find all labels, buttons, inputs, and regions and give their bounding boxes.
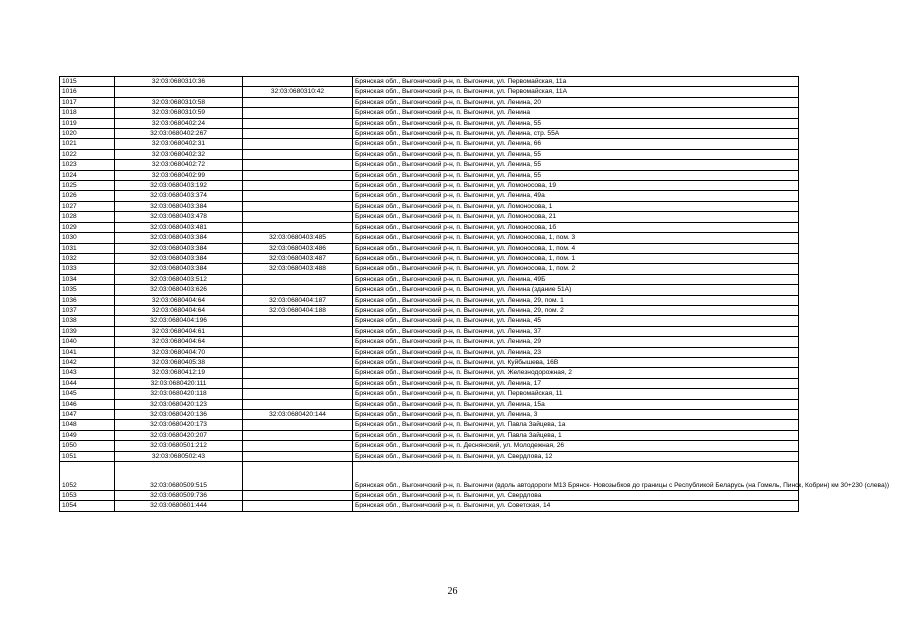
- table-row: [60, 389, 799, 399]
- table-row: [60, 462, 799, 491]
- premises-cadastral-number: 32:03:0680403:488: [243, 264, 353, 274]
- address: Брянская обл., Выгоничский р-н, п. Выгоничи, ул. Ленина, 45: [353, 316, 799, 326]
- row-number: 1036: [60, 295, 115, 305]
- premises-cadastral-number: 32:03:0680404:188: [243, 305, 353, 315]
- address: Брянская обл., Выгоничский р-н, п. Выгоничи, ул. Ломоносова, 19: [353, 181, 799, 191]
- cadastral-number: 32:03:0680403:384: [115, 233, 243, 243]
- table-row: [60, 170, 799, 180]
- cadastral-number: 32:03:0680509:736: [115, 491, 243, 501]
- row-number: 1051: [60, 451, 115, 461]
- premises-cadastral-number: [243, 420, 353, 430]
- premises-cadastral-number: [243, 389, 353, 399]
- row-number: 1052: [60, 462, 115, 491]
- cadastral-number: 32:03:0680404:70: [115, 347, 243, 357]
- cadastral-number: 32:03:0680405:38: [115, 357, 243, 367]
- cadastral-number: 32:03:0680403:478: [115, 212, 243, 222]
- table-row: [60, 357, 799, 367]
- premises-cadastral-number: [243, 129, 353, 139]
- address: Брянская обл., Выгоничский р-н, п. Выгоничи, ул. Ломоносова, 1: [353, 201, 799, 211]
- cadastral-number: 32:03:0680402:24: [115, 118, 243, 128]
- premises-cadastral-number: 32:03:0680420:144: [243, 410, 353, 420]
- row-number: 1048: [60, 420, 115, 430]
- cadastral-number: 32:03:0680601:444: [115, 501, 243, 511]
- table-row: [60, 87, 799, 97]
- premises-cadastral-number: [243, 201, 353, 211]
- row-number: 1046: [60, 399, 115, 409]
- address: Брянская обл., Выгоничский р-н, п. Выгоничи, ул. Ленина, 15а: [353, 399, 799, 409]
- cadastral-number: 32:03:0680403:374: [115, 191, 243, 201]
- cadastral-number: 32:03:0680420:173: [115, 420, 243, 430]
- table-row: [60, 118, 799, 128]
- table-row: [60, 222, 799, 232]
- row-number: 1050: [60, 441, 115, 451]
- cadastral-number: [115, 87, 243, 97]
- row-number: 1031: [60, 243, 115, 253]
- address: Брянская обл., Выгоничский р-н, п. Выгоничи, ул. Ленина, 20: [353, 97, 799, 107]
- table-row: [60, 399, 799, 409]
- row-number: 1047: [60, 410, 115, 420]
- row-number: 1022: [60, 149, 115, 159]
- address: Брянская обл., Выгоничский р-н, п. Выгоничи, ул. Ленина, 37: [353, 326, 799, 336]
- premises-cadastral-number: [243, 462, 353, 491]
- cadastral-number: 32:03:0680420:207: [115, 430, 243, 440]
- address: Брянская обл., Выгоничский р-н, п. Выгоничи, ул. Павла Зайцева, 1: [353, 430, 799, 440]
- address: Брянская обл., Выгоничский р-н, п. Деснянский, ул. Молодежная, 26: [353, 441, 799, 451]
- row-number: 1018: [60, 108, 115, 118]
- address: Брянская обл., Выгоничский р-н, п. Выгоничи, ул. Ломоносова, 1б: [353, 222, 799, 232]
- address: Брянская обл., Выгоничский р-н, п. Выгоничи, ул. Ленина (здание 51А): [353, 285, 799, 295]
- cadastral-number: 32:03:0680310:58: [115, 97, 243, 107]
- table-row: [60, 378, 799, 388]
- table-row: [60, 212, 799, 222]
- cadastral-number: 32:03:0680402:99: [115, 170, 243, 180]
- address: Брянская обл., Выгоничский р-н, п. Выгоничи, ул. Ленина, 49Б: [353, 274, 799, 284]
- address: Брянская обл., Выгоничский р-н, п. Выгоничи, ул. Ленина, 49а: [353, 191, 799, 201]
- premises-cadastral-number: 32:03:0680310:42: [243, 87, 353, 97]
- table-row: [60, 326, 799, 336]
- table-row: [60, 243, 799, 253]
- cadastral-number: 32:03:0680403:384: [115, 243, 243, 253]
- address: Брянская обл., Выгоничский р-н, п. Выгоничи, ул. Ломоносова, 1, пом. 3: [353, 233, 799, 243]
- address: Брянская обл., Выгоничский р-н, п. Выгоничи, ул. Ленина, 55: [353, 118, 799, 128]
- table-row: [60, 108, 799, 118]
- cadastral-number: 32:03:0680509:515: [115, 462, 243, 491]
- table-row: [60, 305, 799, 315]
- premises-cadastral-number: [243, 326, 353, 336]
- cadastral-number: 32:03:0680402:32: [115, 149, 243, 159]
- table-row: [60, 501, 799, 511]
- cadastral-number: 32:03:0680412:19: [115, 368, 243, 378]
- row-number: 1028: [60, 212, 115, 222]
- row-number: 1029: [60, 222, 115, 232]
- cadastral-number: 32:03:0680403:384: [115, 201, 243, 211]
- table-row: [60, 129, 799, 139]
- premises-cadastral-number: [243, 274, 353, 284]
- premises-cadastral-number: [243, 491, 353, 501]
- row-number: 1039: [60, 326, 115, 336]
- table-row: [60, 233, 799, 243]
- row-number: 1053: [60, 491, 115, 501]
- premises-cadastral-number: [243, 160, 353, 170]
- table-row: [60, 295, 799, 305]
- address: Брянская обл., Выгоничский р-н, п. Выгоничи, ул. Ломоносова, 1, пом. 1: [353, 253, 799, 263]
- row-number: 1042: [60, 357, 115, 367]
- row-number: 1026: [60, 191, 115, 201]
- premises-cadastral-number: [243, 368, 353, 378]
- row-number: 1027: [60, 201, 115, 211]
- row-number: 1030: [60, 233, 115, 243]
- cadastral-number: 32:03:0680402:72: [115, 160, 243, 170]
- address: Брянская обл., Выгоничский р-н, п. Выгоничи, ул. Павла Зайцева, 1а: [353, 420, 799, 430]
- row-number: 1032: [60, 253, 115, 263]
- table-row: [60, 337, 799, 347]
- table-row: [60, 368, 799, 378]
- premises-cadastral-number: [243, 451, 353, 461]
- row-number: 1016: [60, 87, 115, 97]
- premises-cadastral-number: [243, 347, 353, 357]
- table-row: [60, 347, 799, 357]
- cadastral-number: 32:03:0680402:31: [115, 139, 243, 149]
- premises-cadastral-number: [243, 285, 353, 295]
- premises-cadastral-number: [243, 149, 353, 159]
- table-row: [60, 201, 799, 211]
- address: Брянская обл., Выгоничский р-н, п. Выгоничи, ул. Ленина, 29: [353, 337, 799, 347]
- premises-cadastral-number: [243, 170, 353, 180]
- table-row: [60, 316, 799, 326]
- cadastral-number: 32:03:0680420:123: [115, 399, 243, 409]
- premises-cadastral-number: [243, 212, 353, 222]
- premises-cadastral-number: [243, 441, 353, 451]
- premises-cadastral-number: [243, 118, 353, 128]
- row-number: 1015: [60, 77, 115, 87]
- row-number: 1019: [60, 118, 115, 128]
- address: Брянская обл., Выгоничский р-н, п. Выгоничи, ул. Железнодорожная, 2: [353, 368, 799, 378]
- address: Брянская обл., Выгоничский р-н, п. Выгоничи, ул. Ленина, 29, пом. 1: [353, 295, 799, 305]
- premises-cadastral-number: 32:03:0680403:487: [243, 253, 353, 263]
- address: Брянская обл., Выгоничский р-н, п. Выгоничи, ул. Ленина: [353, 108, 799, 118]
- cadastral-number: 32:03:0680310:36: [115, 77, 243, 87]
- cadastral-number: 32:03:0680502:43: [115, 451, 243, 461]
- cadastral-table: [59, 76, 890, 512]
- row-number: 1035: [60, 285, 115, 295]
- address: Брянская обл., Выгоничский р-н, п. Выгоничи, ул. Ленина, 55: [353, 160, 799, 170]
- table-row: [60, 285, 799, 295]
- cadastral-number: 32:03:0680403:481: [115, 222, 243, 232]
- premises-cadastral-number: [243, 430, 353, 440]
- table-row: [60, 410, 799, 420]
- address: Брянская обл., Выгоничский р-н, п. Выгоничи, ул. Ленина, 3: [353, 410, 799, 420]
- address: Брянская обл., Выгоничский р-н, п. Выгоничи, ул. Ленина, 66: [353, 139, 799, 149]
- cadastral-number: 32:03:0680402:267: [115, 129, 243, 139]
- address: Брянская обл., Выгоничский р-н, п. Выгоничи, ул. Ленина, 55: [353, 149, 799, 159]
- row-number: 1044: [60, 378, 115, 388]
- row-number: 1034: [60, 274, 115, 284]
- cadastral-number: 32:03:0680501:212: [115, 441, 243, 451]
- row-number: 1017: [60, 97, 115, 107]
- table-row: [60, 77, 799, 87]
- cadastral-number: 32:03:0680420:111: [115, 378, 243, 388]
- address: Брянская обл., Выгоничский р-н, п. Выгоничи (вдоль автодороги М13 Брянск- Новозыбков до границы с Республикой Беларусь (на Гомель, Пинск, Кобрин) км 30+230 (слева)): [353, 462, 799, 491]
- cadastral-number: 32:03:0680310:59: [115, 108, 243, 118]
- row-number: 1049: [60, 430, 115, 440]
- cadastral-number: 32:03:0680403:192: [115, 181, 243, 191]
- row-number: 1054: [60, 501, 115, 511]
- table-row: [60, 160, 799, 170]
- row-number: 1020: [60, 129, 115, 139]
- table-row: [60, 191, 799, 201]
- cadastral-number: 32:03:0680420:136: [115, 410, 243, 420]
- premises-cadastral-number: 32:03:0680403:486: [243, 243, 353, 253]
- cadastral-number: 32:03:0680404:196: [115, 316, 243, 326]
- premises-cadastral-number: [243, 97, 353, 107]
- premises-cadastral-number: [243, 399, 353, 409]
- address: Брянская обл., Выгоничский р-н, п. Выгоничи, ул. Ломоносова, 1, пом. 4: [353, 243, 799, 253]
- address: Брянская обл., Выгоничский р-н, п. Выгоничи, ул. Ленина, 29, пом. 2: [353, 305, 799, 315]
- table-row: [60, 420, 799, 430]
- row-number: 1043: [60, 368, 115, 378]
- address: Брянская обл., Выгоничский р-н, п. Выгоничи, ул. Свердлова, 12: [353, 451, 799, 461]
- address: Брянская обл., Выгоничский р-н, п. Выгоничи, ул. Ленина, 55: [353, 170, 799, 180]
- table-row: [60, 491, 799, 501]
- premises-cadastral-number: [243, 501, 353, 511]
- address: Брянская обл., Выгоничский р-н, п. Выгоничи, ул. Свердлова: [353, 491, 799, 501]
- address: Брянская обл., Выгоничский р-н, п. Выгоничи, ул. Ленина, 23: [353, 347, 799, 357]
- address: Брянская обл., Выгоничский р-н, п. Выгоничи, ул. Первомайская, 11а: [353, 77, 799, 87]
- table-row: [60, 149, 799, 159]
- cadastral-table-body: [60, 77, 890, 512]
- row-number: 1023: [60, 160, 115, 170]
- row-number: 1040: [60, 337, 115, 347]
- address: Брянская обл., Выгоничский р-н, п. Выгоничи, ул. Первомайская, 11: [353, 389, 799, 399]
- address: Брянская обл., Выгоничский р-н, п. Выгоничи, ул. Ломоносова, 1, пом. 2: [353, 264, 799, 274]
- address: Брянская обл., Выгоничский р-н, п. Выгоничи, ул. Ломоносова, 21: [353, 212, 799, 222]
- row-number: 1025: [60, 181, 115, 191]
- address: Брянская обл., Выгоничский р-н, п. Выгоничи, ул. Куйбышева, 16В: [353, 357, 799, 367]
- table-row: [60, 139, 799, 149]
- premises-cadastral-number: [243, 139, 353, 149]
- cadastral-number: 32:03:0680403:384: [115, 253, 243, 263]
- cadastral-number: 32:03:0680404:64: [115, 295, 243, 305]
- cadastral-number: 32:03:0680403:512: [115, 274, 243, 284]
- cadastral-number: 32:03:0680403:384: [115, 264, 243, 274]
- row-number: 1021: [60, 139, 115, 149]
- address: Брянская обл., Выгоничский р-н, п. Выгоничи, ул. Ленина, 17: [353, 378, 799, 388]
- address: Брянская обл., Выгоничский р-н, п. Выгоничи, ул. Советская, 14: [353, 501, 799, 511]
- row-number: 1037: [60, 305, 115, 315]
- row-number: 1045: [60, 389, 115, 399]
- table-row: [60, 430, 799, 440]
- row-number: 1033: [60, 264, 115, 274]
- premises-cadastral-number: [243, 357, 353, 367]
- premises-cadastral-number: 32:03:0680404:187: [243, 295, 353, 305]
- cadastral-number: 32:03:0680404:64: [115, 337, 243, 347]
- table-row: [60, 97, 799, 107]
- premises-cadastral-number: [243, 181, 353, 191]
- cadastral-number: 32:03:0680404:64: [115, 305, 243, 315]
- row-number: 1024: [60, 170, 115, 180]
- premises-cadastral-number: [243, 191, 353, 201]
- premises-cadastral-number: [243, 337, 353, 347]
- row-number: 1038: [60, 316, 115, 326]
- table-row: [60, 181, 799, 191]
- table-row: [60, 451, 799, 461]
- premises-cadastral-number: 32:03:0680403:485: [243, 233, 353, 243]
- table-row: [60, 274, 799, 284]
- table-row: [60, 253, 799, 263]
- premises-cadastral-number: [243, 222, 353, 232]
- address: Брянская обл., Выгоничский р-н, п. Выгоничи, ул. Первомайская, 11А: [353, 87, 799, 97]
- table-row: [60, 441, 799, 451]
- table-row: [60, 264, 799, 274]
- premises-cadastral-number: [243, 108, 353, 118]
- cadastral-number: 32:03:0680403:626: [115, 285, 243, 295]
- row-number: 1041: [60, 347, 115, 357]
- address: Брянская обл., Выгоничский р-н, п. Выгоничи, ул. Ленина, стр. 55А: [353, 129, 799, 139]
- cadastral-number: 32:03:0680420:118: [115, 389, 243, 399]
- premises-cadastral-number: [243, 378, 353, 388]
- premises-cadastral-number: [243, 316, 353, 326]
- premises-cadastral-number: [243, 77, 353, 87]
- page-number: 26: [447, 586, 458, 597]
- cadastral-number: 32:03:0680404:61: [115, 326, 243, 336]
